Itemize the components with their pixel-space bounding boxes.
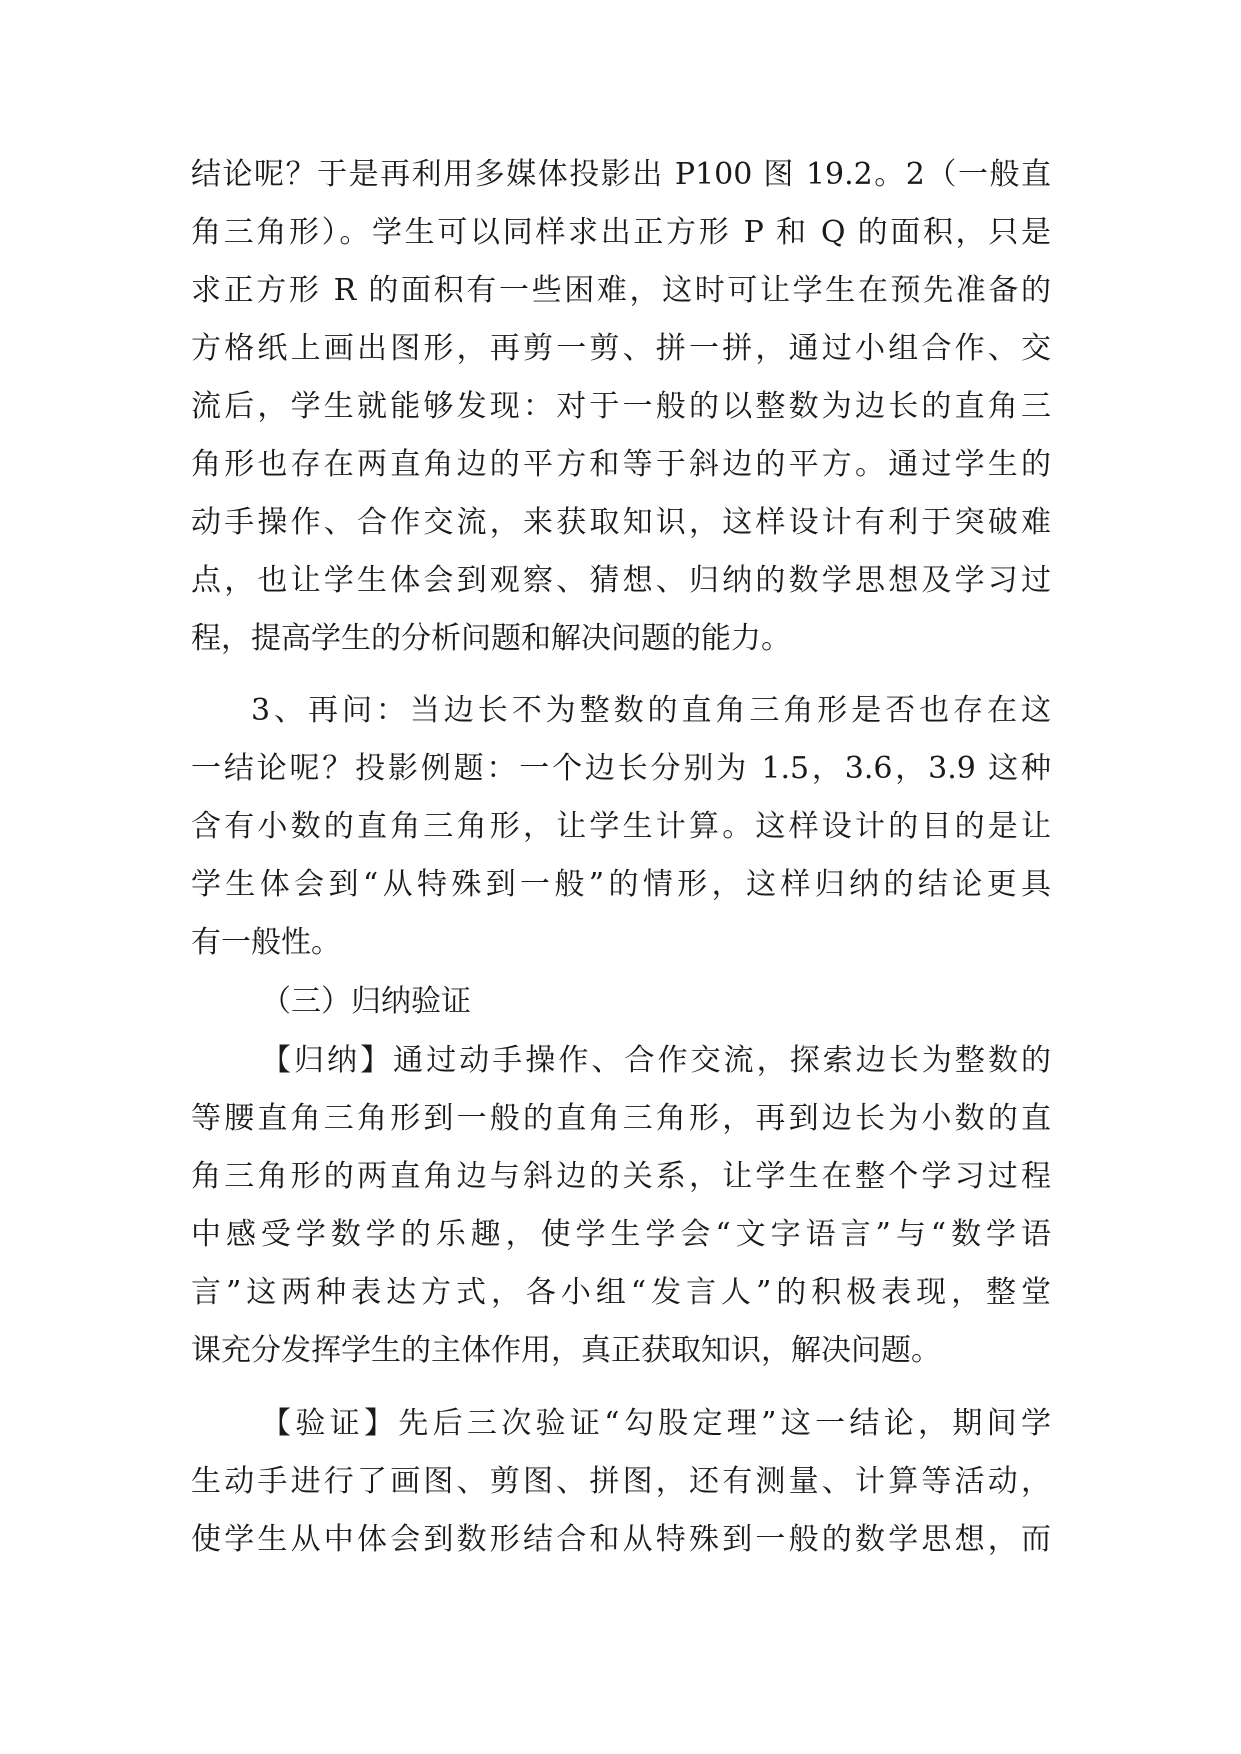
text-line: 角三角形的两直角边与斜边的关系，让学生在整个学习过程	[191, 1159, 1051, 1194]
text-line: 言”这两种表达方式，各小组“发言人”的积极表现，整堂	[191, 1275, 1051, 1310]
text-line: 结论呢？于是再利用多媒体投影出 P100 图 19.2。2（一般直	[191, 157, 1051, 192]
text-line: 3、再问：当边长不为整数的直角三角形是否也存在这	[251, 693, 1051, 728]
text-line: 程，提高学生的分析问题和解决问题的能力。	[191, 621, 791, 656]
text-line: 生动手进行了画图、剪图、拼图，还有测量、计算等活动，	[191, 1464, 1051, 1499]
section-heading: （三）归纳验证	[261, 984, 471, 1019]
text-line: 点，也让学生体会到观察、猜想、归纳的数学思想及学习过	[191, 563, 1051, 598]
text-line: 角形也存在两直角边的平方和等于斜边的平方。通过学生的	[191, 447, 1051, 482]
text-line: 使学生从中体会到数形结合和从特殊到一般的数学思想，而	[191, 1522, 1051, 1557]
text-line: 求正方形 R 的面积有一些困难，这时可让学生在预先准备的	[191, 273, 1051, 308]
text-line: 【归纳】通过动手操作、合作交流，探索边长为整数的	[261, 1043, 1051, 1078]
text-line: 方格纸上画出图形，再剪一剪、拼一拼，通过小组合作、交	[191, 331, 1051, 366]
text-line: 等腰直角三角形到一般的直角三角形，再到边长为小数的直	[191, 1101, 1051, 1136]
text-line: 流后，学生就能够发现：对于一般的以整数为边长的直角三	[191, 389, 1051, 424]
text-line: 一结论呢？投影例题：一个边长分别为 1.5，3.6，3.9 这种	[191, 751, 1051, 786]
text-line: 【验证】先后三次验证“勾股定理”这一结论，期间学	[261, 1406, 1051, 1441]
text-line: 角三角形）。学生可以同样求出正方形 P 和 Q 的面积，只是	[191, 215, 1051, 250]
text-line: 中感受学数学的乐趣，使学生学会“文字语言”与“数学语	[191, 1217, 1051, 1252]
text-line: 有一般性。	[191, 925, 341, 960]
text-line: 课充分发挥学生的主体作用，真正获取知识，解决问题。	[191, 1333, 941, 1368]
text-line: 动手操作、合作交流，来获取知识，这样设计有利于突破难	[191, 505, 1051, 540]
text-line: 含有小数的直角三角形，让学生计算。这样设计的目的是让	[191, 809, 1051, 844]
text-line: 学生体会到“从特殊到一般”的情形，这样归纳的结论更具	[191, 867, 1051, 902]
